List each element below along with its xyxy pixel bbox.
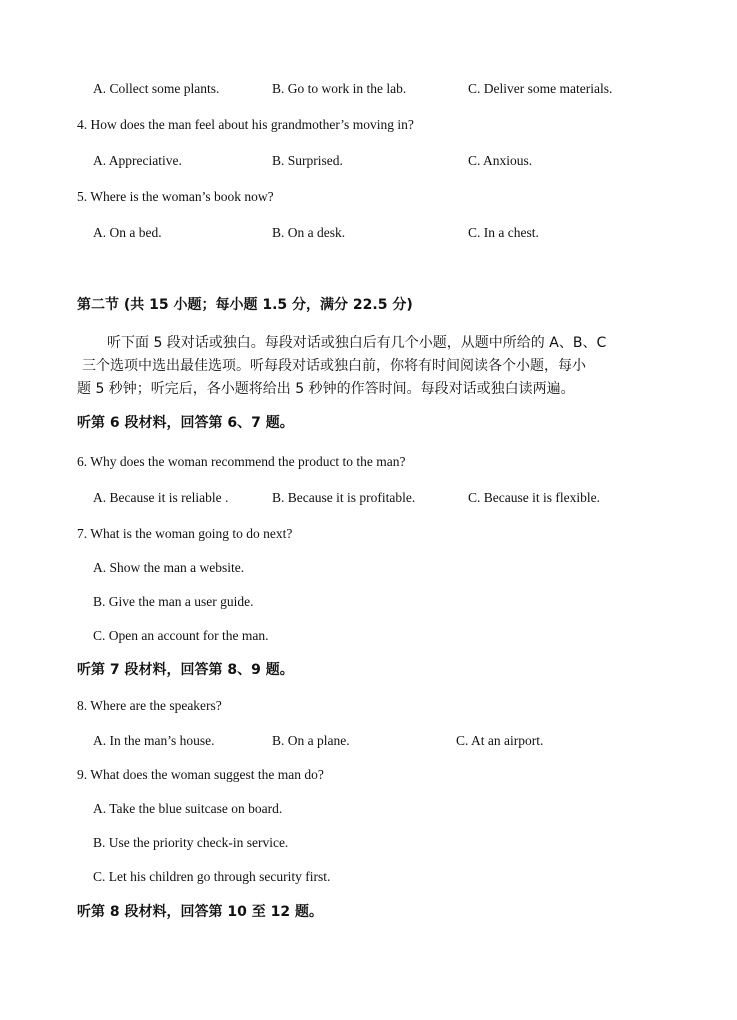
q7-option-b: B. Give the man a user guide. (93, 594, 254, 609)
section2-title: 第二节 (共 15 小题；每小题 1.5 分，满分 22.5 分) (77, 297, 413, 313)
q7-stem: 7. What is the woman going to do next? (77, 526, 293, 541)
material7-heading: 听第 7 段材料，回答第 8、9 题。 (77, 662, 294, 678)
q9-stem: 9. What does the woman suggest the man do? (77, 767, 324, 782)
q9-option-c: C. Let his children go through security first. (93, 869, 331, 884)
q8-option-b: B. On a plane. (272, 733, 350, 748)
q8-option-c: C. At an airport. (456, 733, 544, 748)
q3-option-b: B. Go to work in the lab. (272, 81, 407, 96)
q4-stem: 4. How does the man feel about his grandmother’s moving in? (77, 117, 414, 132)
q6-stem: 6. Why does the woman recommend the product to the man? (77, 454, 406, 469)
section2-instruction-line2: 三个选项中选出最佳选项。听每段对话或独白前，你将有时间阅读各个小题，每小 (82, 358, 586, 374)
q5-option-c: C. In a chest. (468, 225, 539, 240)
material8-heading: 听第 8 段材料，回答第 10 至 12 题。 (77, 904, 323, 920)
q6-option-c: C. Because it is flexible. (468, 490, 600, 505)
q6-option-a: A. Because it is reliable . (93, 490, 229, 505)
q9-option-b: B. Use the priority check-in service. (93, 835, 289, 850)
q5-option-a: A. On a bed. (93, 225, 162, 240)
q8-stem: 8. Where are the speakers? (77, 698, 222, 713)
section2-instruction-line3: 题 5 秒钟；听完后，各小题将给出 5 秒钟的作答时间。每段对话或独白读两遍。 (77, 381, 575, 397)
q5-option-b: B. On a desk. (272, 225, 346, 240)
q7-option-a: A. Show the man a website. (93, 560, 245, 575)
q8-option-a: A. In the man’s house. (93, 733, 215, 748)
section2-instruction-line1: 听下面 5 段对话或独白。每段对话或独白后有几个小题，从题中所给的 A、B、C (107, 335, 607, 351)
q9-option-a: A. Take the blue suitcase on board. (93, 801, 283, 816)
q3-option-a: A. Collect some plants. (93, 81, 220, 96)
q5-stem: 5. Where is the woman’s book now? (77, 189, 274, 204)
q4-option-a: A. Appreciative. (93, 153, 182, 168)
q4-option-c: C. Anxious. (468, 153, 533, 168)
material6-heading: 听第 6 段材料，回答第 6、7 题。 (77, 415, 294, 431)
q3-option-c: C. Deliver some materials. (468, 81, 613, 96)
q7-option-c: C. Open an account for the man. (93, 628, 269, 643)
q4-option-b: B. Surprised. (272, 153, 343, 168)
q6-option-b: B. Because it is profitable. (272, 490, 416, 505)
